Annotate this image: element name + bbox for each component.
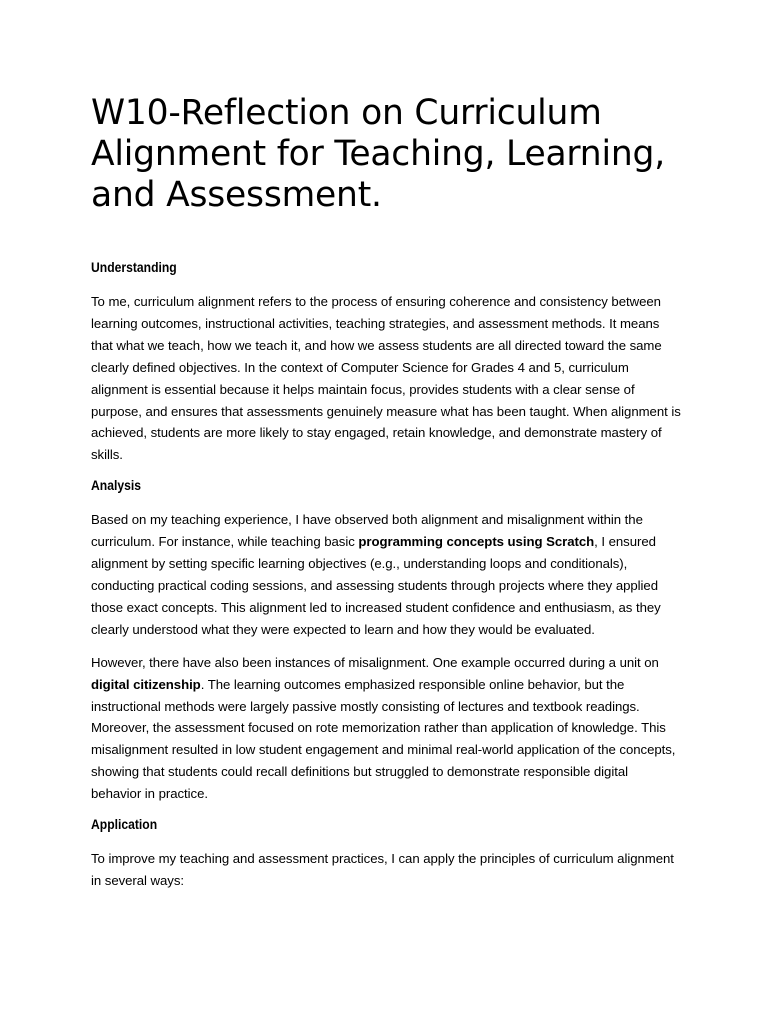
- analysis-paragraph-2: [91, 652, 681, 805]
- document-page: [91, 93, 681, 903]
- analysis-p1-text-start: Based on my teaching experience, I have observed both alignment and misalignment within the curriculum. For instance, while teaching basic: [91, 512, 643, 550]
- section-heading-understanding: Understanding: [91, 260, 177, 275]
- understanding-paragraph: To me, curriculum alignment refers to the process of ensuring coherence and consistency between learning outcomes, instructional activities, teaching strategies, and assessment methods. It means that what we teach, how we teach it, and how we assess students are all directed toward the same clearly defined objectives. In the context of Computer Science for Grades 4 and 5, curriculum alignment is essential because it helps maintain focus, provides students with a clear sense of purpose, and ensures that assessments genuinely measure what has been taught. When alignment is achieved, students are more likely to stay engaged, retain knowledge, and demonstrate mastery of skills.: [91, 294, 681, 463]
- application-paragraph: To improve my teaching and assessment practices, I can apply the principles of curriculum alignment in several ways:: [91, 851, 674, 888]
- analysis-p2-text-start: However, there have also been instances of misalignment. One example occurred during a unit on: [91, 654, 659, 670]
- analysis-p2-text-end: . The learning outcomes emphasized responsible online behavior, but the instructional methods were largely passive mostly consisting of lectures and textbook readings. Moreover, the assessment focused on rote memorization rather than application of knowledge. This misalignment resulted in low student engagement and minimal real-world application of the concepts, showing that students could recall definitions but struggled to demonstrate responsible digital behavior in practice.: [91, 676, 676, 802]
- analysis-p1-text-end: , I ensured alignment by setting specific learning objectives (e.g., understanding loops and conditionals), conducting practical coding sessions, and assessing students through projects where they applied those exact concepts. This alignment led to increased student confidence and enthusiasm, as they clearly understood what they were expected to learn and how they would be evaluated.: [91, 534, 661, 637]
- analysis-p1-bold-phrase: programming concepts using Scratch: [358, 534, 595, 550]
- document-title: W10-Reflection on Curriculum Alignment for Teaching, Learning, and Assessment.: [91, 93, 665, 215]
- analysis-p2-bold-phrase: digital citizenship: [91, 676, 201, 692]
- section-heading-application: Application: [91, 817, 158, 833]
- section-heading-analysis: Analysis: [91, 478, 141, 494]
- analysis-paragraph-1: [91, 509, 681, 640]
